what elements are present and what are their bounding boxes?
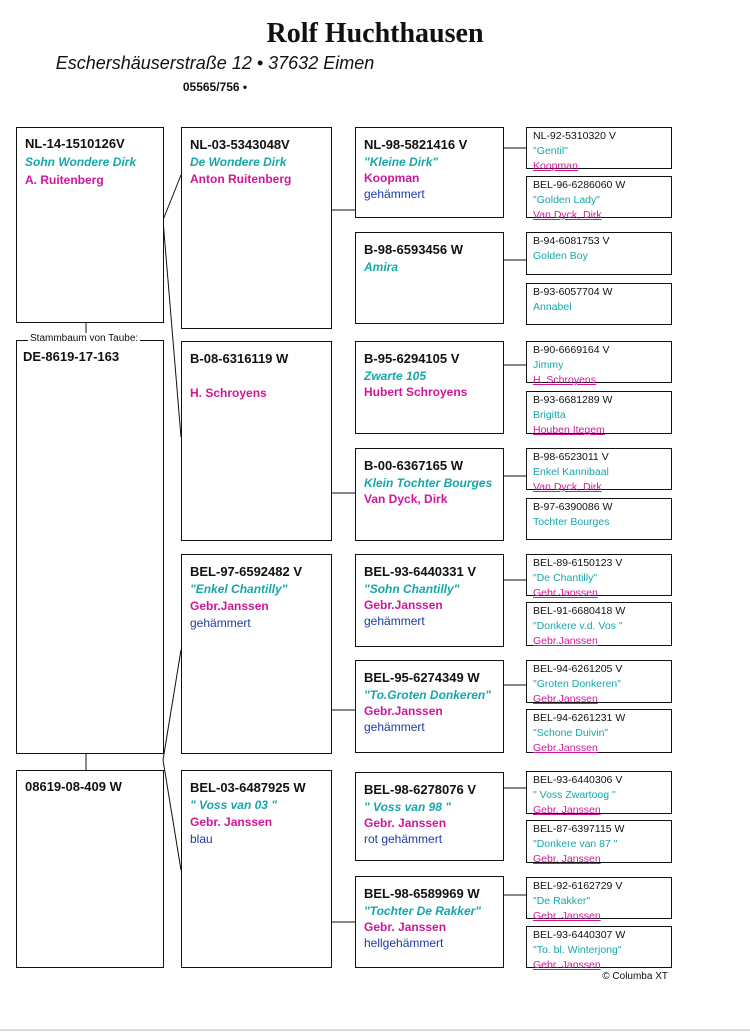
gg-grandparent-card[interactable]	[526, 709, 672, 753]
connector	[163, 175, 181, 220]
ring-number: NL-98-5821416 V	[364, 137, 468, 152]
ring-number: NL-14-1510126V	[25, 136, 125, 151]
breeder: Van Dyck, Dirk	[533, 481, 602, 493]
gg-grandparent-card[interactable]	[526, 554, 672, 599]
gg-grandparent-card[interactable]	[526, 602, 672, 646]
breeder: A. Ruitenberg	[25, 173, 104, 187]
ring-number: BEL-87-6397115 W	[533, 823, 625, 835]
ring-number: B-97-6390086 W	[533, 501, 613, 513]
pigeon-name: Tochter Bourges	[533, 516, 610, 528]
gg-grandparent-card[interactable]	[526, 232, 672, 275]
pigeon-name: "Sohn Chantilly"	[364, 582, 460, 596]
ring-number: B-95-6294105 V	[364, 351, 460, 366]
gg-grandparent-card[interactable]	[526, 771, 672, 814]
breeder: Gebr.Janssen	[533, 587, 598, 599]
gg-grandparent-card[interactable]	[526, 283, 672, 325]
pigeon-name: " Voss van 98 "	[364, 800, 451, 814]
pigeon-name: "To.Groten Donkeren"	[364, 688, 491, 702]
pigeon-name: Annabel	[533, 301, 572, 313]
color-note: hellgehämmert	[364, 936, 444, 950]
connector	[163, 650, 181, 760]
great-grandparent-card[interactable]	[355, 341, 504, 434]
pigeon-name: "Kleine Dirk"	[364, 155, 439, 169]
gg-grandparent-card[interactable]	[526, 176, 672, 221]
ring-number: BEL-96-6286060 W	[533, 179, 626, 191]
ring-number: B-94-6081753 V	[533, 235, 610, 247]
pigeon-name: "De Chantilly"	[533, 572, 598, 584]
pigeon-name: Brigitta	[533, 409, 566, 421]
breeder: Gebr.Janssen	[190, 599, 269, 613]
gg-grandparent-card[interactable]	[526, 341, 672, 386]
ring-number: BEL-03-6487925 W	[190, 780, 306, 795]
pigeon-name: Zwarte 105	[364, 369, 427, 383]
pigeon-name: "Gentil"	[533, 145, 568, 157]
pigeon-name: Amira	[364, 260, 399, 274]
pigeon-name: "Groten Donkeren"	[533, 678, 621, 690]
ring-number: B-08-6316119 W	[190, 351, 289, 366]
father-card[interactable]	[16, 127, 164, 323]
breeder: Gebr. Janssen	[190, 815, 273, 829]
great-grandparent-card[interactable]	[355, 448, 504, 541]
breeder: Gebr. Janssen	[533, 959, 601, 971]
breeder-address: Eschershäuserstraße 12 • 37632 Eimen	[55, 53, 375, 73]
gg-grandparent-card[interactable]	[526, 660, 672, 703]
pigeon-name: Klein Tochter Bourges	[364, 476, 493, 490]
ring-number: B-93-6681289 W	[533, 394, 613, 406]
breeder-name: Rolf Huchthausen	[266, 18, 484, 49]
grandfather-paternal-card[interactable]	[181, 127, 332, 329]
grandfather-maternal-card[interactable]	[181, 554, 332, 754]
great-grandparent-card[interactable]	[355, 554, 504, 647]
mother-card[interactable]	[16, 770, 164, 968]
color-note: blau	[190, 832, 213, 846]
ring-number: B-98-6593456 W	[364, 242, 463, 257]
breeder: Gebr. Janssen	[533, 804, 601, 816]
ring-number: BEL-95-6274349 W	[364, 670, 480, 685]
ring-number: BEL-91-6680418 W	[533, 605, 626, 617]
subject-card[interactable]	[16, 340, 164, 754]
ring-number: NL-92-5310320 V	[533, 130, 616, 142]
grandmother-paternal-card[interactable]	[181, 341, 332, 541]
breeder: Houben Itegem	[533, 424, 605, 436]
pigeon-name: De Wondere Dirk	[190, 155, 287, 169]
color-note: gehämmert	[190, 616, 251, 630]
breeder: Gebr. Janssen	[364, 920, 447, 934]
gg-grandparent-card[interactable]	[526, 926, 672, 971]
ring-number: BEL-89-6150123 V	[533, 557, 623, 569]
breeder: Gebr. Janssen	[533, 910, 601, 922]
great-grandparent-card[interactable]	[355, 772, 504, 861]
gg-grandparent-card[interactable]	[526, 127, 672, 172]
breeder: Gebr.Janssen	[533, 742, 598, 754]
pigeon-name: Golden Boy	[533, 250, 588, 262]
ring-number: B-93-6057704 W	[533, 286, 613, 298]
pigeon-name: "Golden Lady"	[533, 194, 600, 206]
pigeon-name: "Donkere v.d. Vos "	[533, 620, 623, 632]
ring-number: B-98-6523011 V	[533, 451, 609, 463]
breeder: Gebr. Janssen	[364, 816, 447, 830]
color-note: rot gehämmert	[364, 832, 443, 846]
pigeon-name: "Schone Duivin"	[533, 727, 609, 739]
breeder: Gebr.Janssen	[364, 704, 443, 718]
breeder: H. Schroyens	[533, 374, 597, 386]
pigeon-name: "Donkere van 87 "	[533, 838, 618, 850]
ring-number: 08619-08-409 W	[25, 779, 122, 794]
ring-number: BEL-94-6261231 W	[533, 712, 626, 724]
gg-grandparent-card[interactable]	[526, 820, 672, 863]
pedigree-label: Stammbaum von Taube:	[30, 333, 139, 344]
breeder: Gebr. Janssen	[533, 853, 601, 865]
copyright-footer: © Columba XT	[602, 971, 668, 982]
gg-grandparent-card[interactable]	[526, 448, 672, 493]
breeder: Van Dyck, Dirk	[533, 209, 602, 221]
breeder: Gebr.Janssen	[364, 598, 443, 612]
ring-number: BEL-93-6440306 V	[533, 774, 623, 786]
pigeon-name: Jimmy	[533, 359, 564, 371]
pigeon-name: "To. bl. Winterjong"	[533, 944, 622, 956]
ring-number: BEL-97-6592482 V	[190, 564, 303, 579]
breeder: Van Dyck, Dirk	[364, 492, 448, 506]
connector	[163, 220, 181, 437]
pigeon-name: Sohn Wondere Dirk	[25, 155, 137, 169]
great-grandparent-card[interactable]	[355, 127, 504, 218]
gg-grandparent-card[interactable]	[526, 391, 672, 434]
pigeon-name: "De Rakker"	[533, 895, 591, 907]
ring-number: BEL-92-6162729 V	[533, 880, 623, 892]
breeder: Gebr.Janssen	[533, 693, 598, 705]
color-note: gehämmert	[364, 187, 425, 201]
ring-number: BEL-93-6440331 V	[364, 564, 477, 579]
ring-number: B-90-6669164 V	[533, 344, 610, 356]
pigeon-name: "Enkel Chantilly"	[190, 582, 288, 596]
gg-grandparent-card[interactable]	[526, 877, 672, 922]
breeder: H. Schroyens	[190, 386, 267, 400]
breeder: Gebr.Janssen	[533, 635, 598, 647]
pigeon-name: Enkel Kannibaal	[533, 466, 609, 478]
ring-number: BEL-98-6589969 W	[364, 886, 480, 901]
ring-number: NL-03-5343048V	[190, 137, 290, 152]
ring-number: BEL-98-6278076 V	[364, 782, 477, 797]
pigeon-name	[190, 368, 331, 385]
color-note: gehämmert	[364, 720, 425, 734]
breeder: Koopman	[364, 171, 420, 185]
great-grandparent-card[interactable]	[355, 876, 504, 968]
gg-grandparent-card[interactable]	[526, 498, 672, 540]
ring-number: BEL-94-6261205 V	[533, 663, 623, 675]
ring-number: BEL-93-6440307 W	[533, 929, 626, 941]
color-note: gehämmert	[364, 614, 425, 628]
breeder: Anton Ruitenberg	[190, 172, 292, 186]
pigeon-name: " Voss Zwartoog "	[533, 789, 616, 801]
breeder-phone: 05565/756 •	[182, 80, 248, 94]
grandmother-maternal-card[interactable]	[181, 770, 332, 968]
subject-ring-number: DE-8619-17-163	[23, 349, 120, 364]
breeder: Koopman	[533, 160, 578, 172]
breeder: Hubert Schroyens	[364, 385, 468, 399]
great-grandparent-card[interactable]	[355, 232, 504, 324]
pigeon-name: "Tochter De Rakker"	[364, 904, 481, 918]
connector	[163, 760, 181, 870]
pigeon-name: " Voss van 03 "	[190, 798, 277, 812]
great-grandparent-card[interactable]	[355, 660, 504, 753]
ring-number: B-00-6367165 W	[364, 458, 463, 473]
